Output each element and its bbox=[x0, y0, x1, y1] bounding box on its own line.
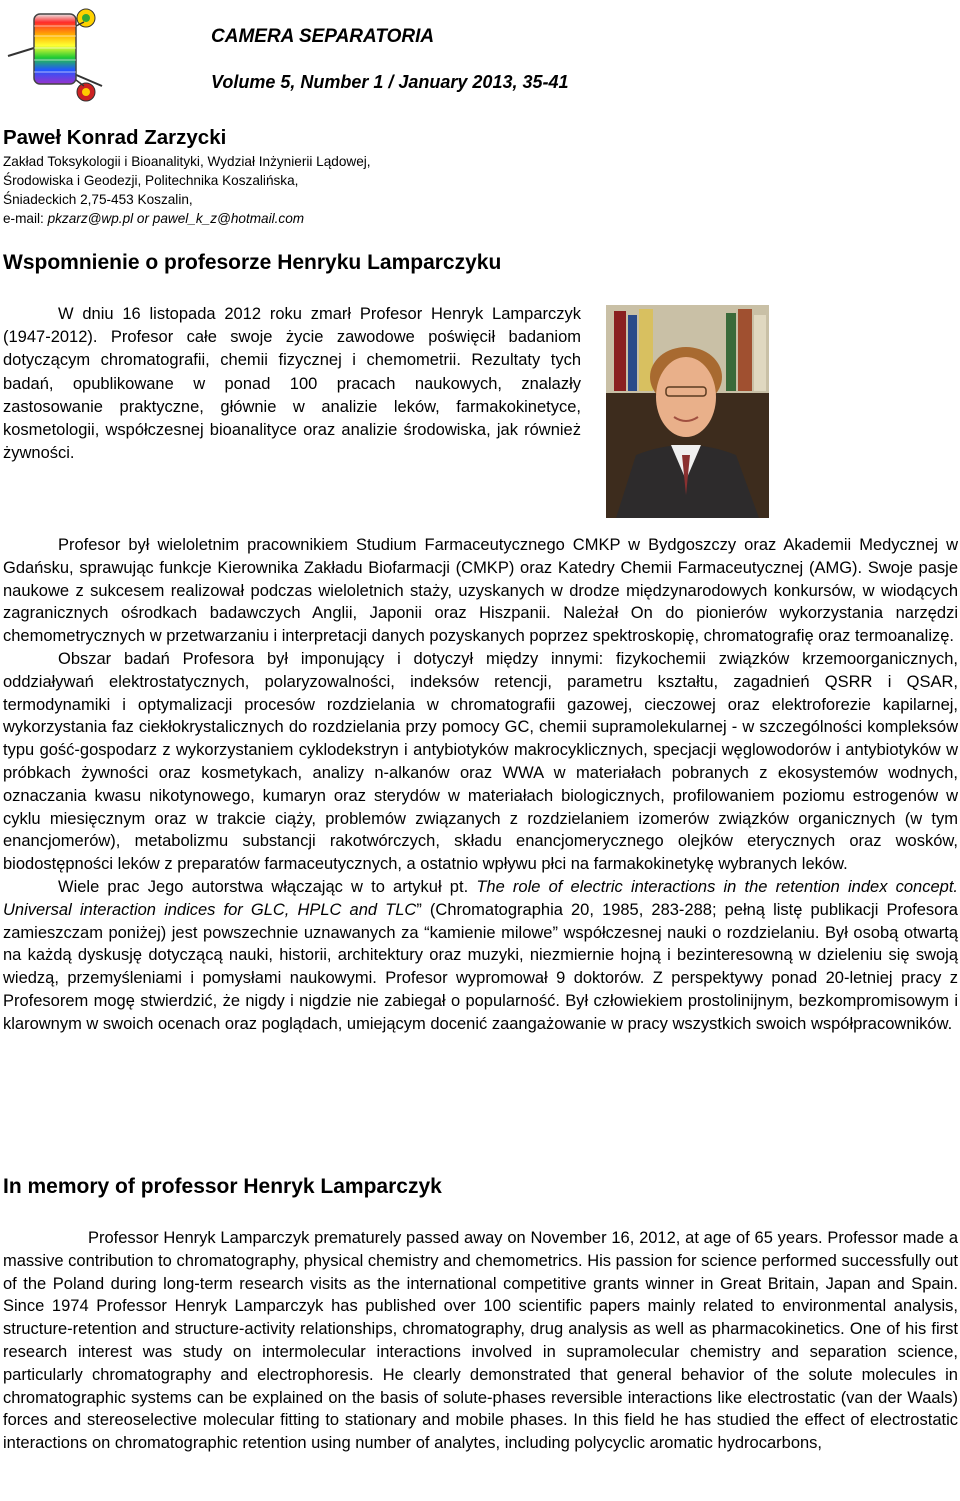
email-label: e-mail: bbox=[3, 211, 48, 226]
paragraph: Obszar badań Profesora był imponujący i dotyczył między innymi: fizykochemii związków krzemoorganicznych, oddziaływań elektrostatycznych, polaryzowalności, indeksów retencji, parametru kształtu, zagadnień QSRR i QSAR, termodynamiki i optymalizacji procesów rozdzielania w chromatografii gazowej, cieczowej oraz elektroforezie kapilarnej, wykorzystania faz ciekłokrystalicznych do rozdzielania przy pomocy GC, chemii supramolekularnej - w szczególności kompleksów typu gość-gospodarz z wykorzystaniem cyklodekstryn i antybiotyków makrocyklicznych, specjacji węglowodorów i antybiotyków w próbkach żywności oraz kosmetykach, analizy n-alkanów oraz WWA w materiałach pobranych z ekosystemów wodnych, oznaczania kwasu nikotynowego, kumaryn oraz sterydów w materiałach biologicznych, profilowaniem poziomu estrogenów w cyklu miesięcznym oraz w trakcie ciąży, problemów związanych z rozdzielaniem izomerów związków organicznych (w tym enancjomerów), metabolizmu substancji rakotwórczych, składu enancjomerycznego olejków eterycznych oraz wosków, biodostępności leków z preparatów farmaceutycznych, a ostatnio wpływu płci na farmakokinetykę wybranych leków. bbox=[3, 649, 958, 874]
paragraph-en: Professor Henryk Lamparczyk prematurely passed away on November 16, 2012, at age of 65 years. Professor made a massive contribution to chromatography, physical chemistry and chemometrics. His passion for science performed successfully out of the Poland during long-term research visits as the international competitive grants winner in Great Britain, Japan and Spain. Since 1974 Professor Henryk Lamparczyk has published over 100 scientific papers mainly related to environmental analysis, structure-retention and structure-activity relationships, chromatography, drug analysis as well as pharmacokinetics. One of his first research interest was study on intermolecular interactions involved in supramolecular chemistry and separation science, particularly chromatography and electrophoresis. He clearly demonstrated that general behavior of the solute molecules in chromatographic systems can be explained on the basis of solute-phases reversible interactions like electrostatic (van der Waals) forces and stereoselective molecular fitting to stationary and mobile phases. In this field he has studied the effect of electrostatic interactions on chromatographic retention using number of analytes, including polycyclic aromatic hydrocarbons, bbox=[3, 1229, 958, 1453]
portrait-photo bbox=[606, 305, 769, 518]
journal-name: CAMERA SEPARATORIA bbox=[211, 26, 435, 47]
affiliation-line: Zakład Toksykologii i Bioanalityki, Wydział Inżynierii Lądowej, bbox=[3, 154, 371, 169]
paragraph-text: ” (Chromatographia 20, 1985, 283-288; pełną listę publikacji Profesora zamieszczam poniżej) jest powszechnie uznawanych za “kamienie milowe” współczesnej nauki o rozdzielaniu. Był osobą otwartą na każdą dyskusję dotyczącą nauki, historii, architektury oraz muzyki, niezmiernie hojną i bezinteresowną w dzieleniu się swoją wiedzą, przemyśleniami i pomysłami naukowymi. Profesor wypromował 9 doktorów. Z perspektywy ponad 20-letniej pracy z Profesorem mogę stwierdzić, że nigdy i nigdzie nie zabiegał o popularność. Był człowiekiem prostolinijnym, bezkompromisowym i klarownym w swoich ocenach oraz poglądach, umiejącym docenić zaangażowanie w pracy wszystkich swoich współpracowników. bbox=[3, 900, 958, 1033]
email-link[interactable]: pkzarz@wp.pl or pawel_k_z@hotmail.com bbox=[47, 211, 305, 226]
paragraph bbox=[3, 876, 958, 1036]
paragraph: Profesor był wieloletnim pracownikiem Studium Farmaceutycznego CMKP w Bydgoszczy oraz Akademii Medycznej w Gdańsku, sprawując funkcje Kierownika Zakładu Biofarmacji (CMKP) oraz Katedry Chemii Farmaceutycznej (AMG). Swoje pasje naukowe z sukcesem realizował podczas wieloletnich staży, uzyskanych w drodze międzynarodowych konkursów, w wiodących zagranicznych ośrodkach badawczych Anglii, Japonii oraz Hiszpanii. Należał On do pionierów wykorzystania narzędzi chemometrycznych w przetwarzaniu i interpretacji danych pozyskanych poprzez spektroskopię, chromatografię oraz termoanalizę. bbox=[3, 536, 958, 646]
author-name: Paweł Konrad Zarzycki bbox=[3, 126, 227, 149]
volume-info: Volume 5, Number 1 / January 2013, 35-41 bbox=[211, 72, 569, 92]
journal-logo-icon bbox=[4, 4, 106, 106]
affiliation-line: Śniadeckich 2,75-453 Koszalin, bbox=[3, 192, 193, 207]
affiliation-line: Środowiska i Geodezji, Politechnika Koszalińska, bbox=[3, 173, 299, 188]
intro-paragraph: W dniu 16 listopada 2012 roku zmarł Profesor Henryk Lamparczyk (1947-2012). Profesor całe swoje życie zawodowe poświęcił badaniom dotyczącym chromatografii, chemii fizycznej i chemometrii. Rezultaty tych badań, opublikowane w ponad 100 pracach naukowych, znalazły zastosowanie praktyczne, głównie w analizie leków, farmakokinetyce, kosmetologii, współczesnej bioanalityce oraz analizie środowiska, jak również żywności. bbox=[3, 305, 581, 463]
section-title-en: In memory of professor Henryk Lamparczyk bbox=[3, 1175, 442, 1198]
cited-title: The role of electric interactions in the retention index concept. Universal interaction indices for GLC, HPLC and TLC bbox=[3, 877, 958, 919]
paragraph-text: Wiele prac Jego autorstwa włączając w to artykuł pt. bbox=[58, 877, 477, 896]
email-line bbox=[3, 210, 304, 228]
body-pl bbox=[3, 534, 958, 1036]
section-title-pl: Wspomnienie o profesorze Henryku Lamparczyku bbox=[3, 251, 502, 274]
